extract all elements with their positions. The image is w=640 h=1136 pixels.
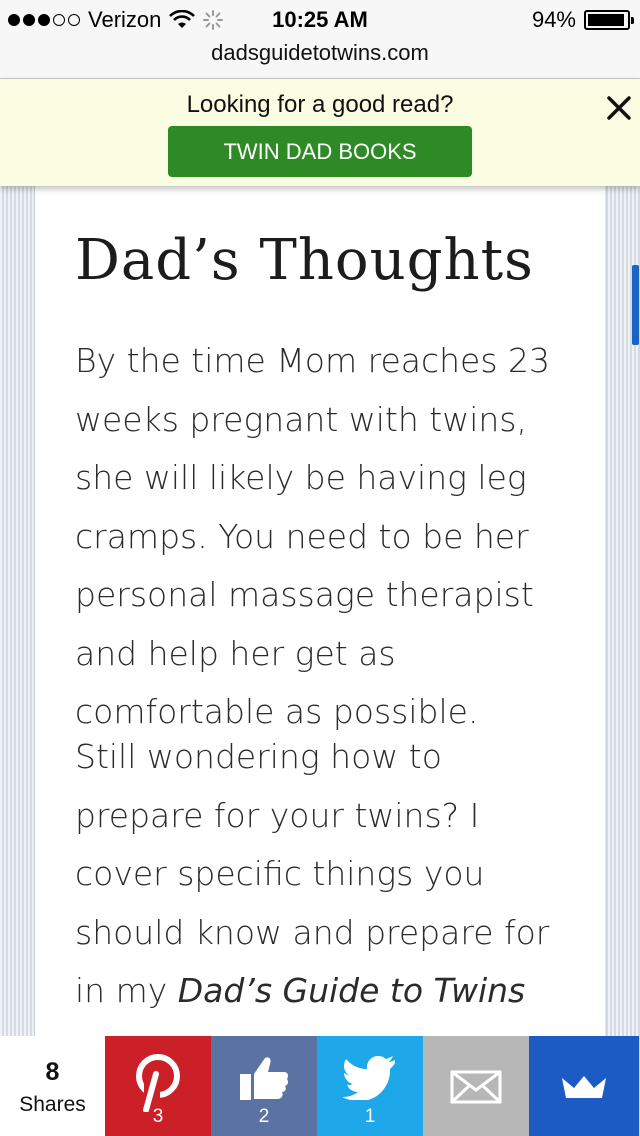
battery-status (532, 7, 630, 33)
article-card (35, 186, 605, 1046)
promo-banner (0, 79, 640, 186)
close-icon[interactable] (604, 93, 634, 123)
article-paragraph: By the time Mom reaches 23 weeks pregnant with twins, she will likely be having leg cramps. You need to be her personal massage therapist and help her get as comfortable as possible. (75, 341, 551, 731)
article-paragraph-promo (75, 728, 575, 1079)
envelope-icon (450, 1070, 502, 1104)
book-title: Dad’s Guide to Twins (177, 971, 526, 1010)
paragraph-text: Still wondering how to prepare for your twins? I cover specific things you should know and prepare for in my (75, 737, 550, 1010)
pinterest-icon (134, 1054, 182, 1112)
more-sharing-button[interactable] (529, 1036, 639, 1136)
pinterest-share-button[interactable] (105, 1036, 211, 1136)
twitter-count: 1 (364, 1106, 376, 1127)
scroll-indicator[interactable] (632, 265, 639, 345)
twin-dad-books-button[interactable]: TWIN DAD BOOKS (168, 126, 472, 177)
twitter-bird-icon (343, 1054, 397, 1100)
share-bar (0, 1036, 640, 1136)
crown-icon (560, 1074, 608, 1100)
share-total-label: Shares (19, 1093, 86, 1116)
battery-icon (584, 10, 630, 30)
share-total (0, 1036, 105, 1136)
facebook-count: 2 (258, 1106, 270, 1127)
facebook-like-button[interactable] (211, 1036, 317, 1136)
twitter-share-button[interactable] (317, 1036, 423, 1136)
battery-percentage: 94% (531, 7, 576, 32)
carrier-name: Verizon (88, 7, 162, 32)
clock: 10:25 AM (272, 7, 368, 32)
promo-text: Looking for a good read? (186, 91, 454, 118)
article-title: Dad’s Thoughts (75, 228, 534, 293)
thumbs-up-icon (238, 1054, 290, 1102)
url-text: dadsguidetotwins.com (211, 40, 429, 65)
share-total-count: 8 (45, 1058, 60, 1086)
email-share-button[interactable] (423, 1036, 529, 1136)
address-bar[interactable] (0, 40, 640, 79)
status-bar (0, 0, 640, 40)
pinterest-count: 3 (152, 1106, 164, 1127)
